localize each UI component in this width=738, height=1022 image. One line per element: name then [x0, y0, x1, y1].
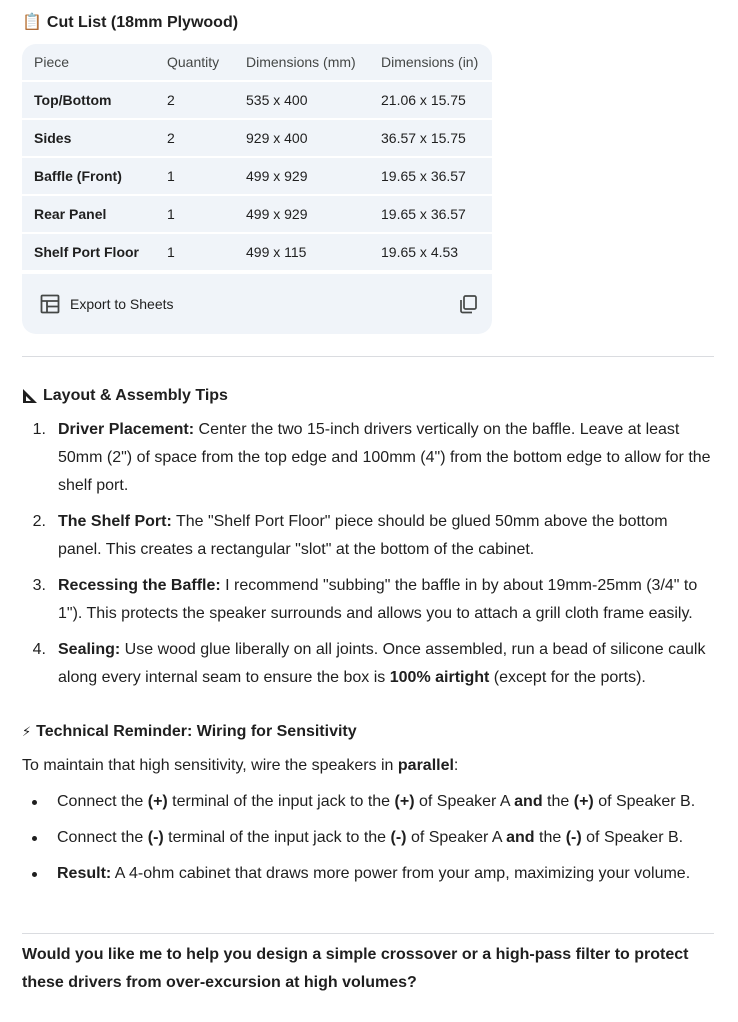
cut-list-title: Cut List (18mm Plywood) [46, 14, 239, 31]
tip-lead: The Shelf Port: [58, 513, 172, 530]
closing-question: Would you like me to help you design a simple crossover or a high-pass filter to protect these drivers from over-excursion at high volumes? [22, 946, 689, 991]
cell-dimensions-mm: 535 x 400 [246, 92, 308, 108]
cell-dimensions-in: 36.57 x 15.75 [381, 130, 466, 146]
cell-dimensions-mm: 499 x 929 [246, 168, 308, 184]
tip-text: (except for the ports). [489, 669, 646, 686]
list-item [22, 416, 714, 500]
section-divider [22, 933, 714, 934]
cell-quantity: 1 [167, 244, 175, 260]
cut-list-table-card [22, 44, 492, 334]
list-number: 3. [32, 577, 46, 594]
cell-dimensions-in: 19.65 x 36.57 [381, 206, 466, 222]
section-divider [22, 356, 714, 357]
column-header-quantity: Quantity [167, 54, 220, 70]
cell-piece: Sides [34, 130, 72, 146]
technical-reminder-heading [22, 721, 357, 743]
cell-piece: Rear Panel [34, 206, 107, 222]
copy-icon[interactable] [458, 294, 478, 314]
column-header-dimensions-mm: Dimensions (mm) [246, 54, 356, 70]
cell-quantity: 1 [167, 168, 175, 184]
wiring-steps-list [22, 788, 714, 896]
layout-tips-title: Layout & Assembly Tips [43, 387, 228, 404]
table-row [22, 157, 492, 195]
tip-text: I recommend "subbing" the baffle in by about 19mm-25mm (3/4" to 1"). This protects the speaker surrounds and allows you to attach a grill cloth frame easily. [58, 577, 698, 622]
cut-list-table [22, 44, 492, 270]
list-item [22, 508, 714, 564]
tip-emphasis: 100% airtight [389, 669, 490, 686]
cell-piece: Top/Bottom [34, 92, 112, 108]
tip-text: Use wood glue liberally on all joints. Once assembled, run a bead of silicone caulk along every internal seam to ensure the box is [58, 641, 706, 686]
cell-dimensions-mm: 499 x 929 [246, 206, 308, 222]
wiring-intro: To maintain that high sensitivity, wire the speakers in parallel: [22, 757, 459, 774]
list-number: 1. [32, 421, 46, 438]
cell-quantity: 2 [167, 92, 175, 108]
list-item [22, 572, 714, 628]
cell-quantity: 1 [167, 206, 175, 222]
bullet-icon [22, 788, 57, 816]
tip-lead: Recessing the Baffle: [58, 577, 221, 594]
cell-quantity: 2 [167, 130, 175, 146]
list-item: Result: A 4-ohm cabinet that draws more power from your amp, maximizing your volume. [22, 860, 714, 888]
bullet-icon [22, 824, 57, 852]
cell-dimensions-in: 21.06 x 15.75 [381, 92, 466, 108]
table-grid-icon [40, 294, 60, 314]
tip-text: Center the two 15-inch drivers vertically on the baffle. Leave at least 50mm (2") of space from the top edge and 100mm (4") from the bottom edge to allow for the shelf port. [58, 421, 711, 494]
list-number: 2. [32, 513, 46, 530]
table-row [22, 119, 492, 157]
table-row [22, 81, 492, 119]
tip-text: The "Shelf Port Floor" piece should be glued 50mm above the bottom panel. This creates a rectangular "slot" at the bottom of the cabinet. [58, 513, 668, 558]
table-row [22, 233, 492, 270]
tip-lead: Driver Placement: [58, 421, 195, 438]
table-footer [22, 270, 492, 334]
list-number: 4. [32, 641, 46, 658]
list-item [22, 636, 714, 692]
lightning-icon: ⚡ [22, 724, 32, 739]
technical-reminder-title: Technical Reminder: Wiring for Sensitivity [36, 723, 357, 740]
bullet-icon [22, 860, 57, 888]
cell-dimensions-mm: 499 x 115 [246, 244, 307, 260]
table-row [22, 195, 492, 233]
cell-dimensions-in: 19.65 x 4.53 [381, 244, 459, 260]
cell-dimensions-in: 19.65 x 36.57 [381, 168, 466, 184]
tip-lead: Sealing: [58, 641, 121, 658]
cut-list-heading [22, 12, 238, 34]
assembly-tips-list [22, 416, 714, 700]
export-to-sheets-button[interactable] [40, 294, 174, 314]
cell-piece: Baffle (Front) [34, 168, 122, 184]
cell-piece: Shelf Port Floor [34, 244, 139, 260]
column-header-dimensions-in: Dimensions (in) [381, 54, 479, 70]
clipboard-icon: 📋 [22, 14, 42, 31]
table-header-row [22, 44, 492, 81]
column-header-piece: Piece [34, 54, 70, 70]
export-to-sheets-label: Export to Sheets [70, 296, 174, 312]
cell-dimensions-mm: 929 x 400 [246, 130, 308, 146]
list-item: Connect the (-) terminal of the input jack to the (-) of Speaker A and the (-) of Speaker B. [22, 824, 714, 852]
layout-tips-heading [22, 385, 228, 407]
triangular-ruler-icon [22, 388, 38, 404]
list-item: Connect the (+) terminal of the input jack to the (+) of Speaker A and the (+) of Speaker B. [22, 788, 714, 816]
